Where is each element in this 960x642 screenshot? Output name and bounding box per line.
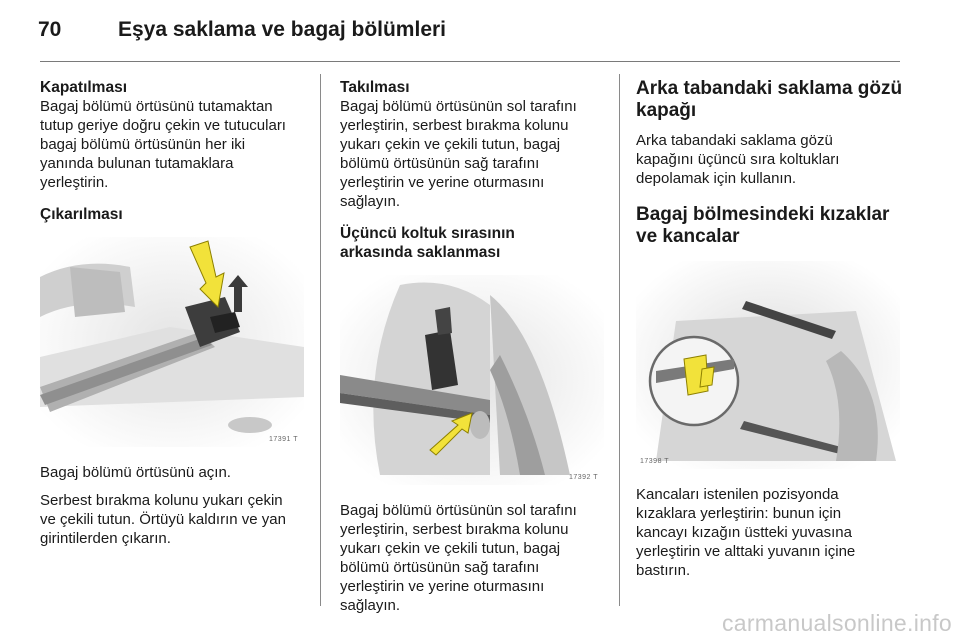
paragraph-attach <box>40 97 308 192</box>
line: girintilerden çıkarın. <box>40 530 171 547</box>
line: sağlayın. <box>340 597 401 614</box>
line: ve kancalar <box>636 226 740 247</box>
line: bölümü örtüsünün sağ tarafını <box>340 155 540 172</box>
line: yerleştirin ve alttaki yuvanın içine <box>636 543 856 560</box>
line: bastırın. <box>636 562 691 579</box>
column-divider-1 <box>320 74 321 606</box>
heading-store <box>340 224 608 262</box>
heading-remove: Çıkarılması <box>40 206 123 223</box>
line: yanında bulunan tutamaklara <box>40 155 234 172</box>
line: kapağı <box>636 100 697 121</box>
page-number: 70 <box>38 18 62 41</box>
paragraph-remove <box>40 491 308 548</box>
line: yerleştirin, serbest bırakma kolunu <box>340 117 569 134</box>
line: Serbest bırakma kolunu yukarı çekin <box>40 492 283 509</box>
paragraph-store <box>340 501 608 615</box>
heading-rails-hooks <box>636 204 904 248</box>
line: kancayı kızağın üstteki yuvasına <box>636 524 852 541</box>
line: bagaj bölümü örtüsünün her iki <box>40 136 246 153</box>
line: Üçüncü koltuk sırasının <box>340 225 515 242</box>
line: depolamak için kullanın. <box>636 170 797 187</box>
figure-code: 17398 T <box>640 458 670 465</box>
line: sağlayın. <box>340 193 401 210</box>
line: Arka tabandaki saklama gözü <box>636 78 903 99</box>
line: Kancaları istenilen pozisyonda <box>636 486 839 503</box>
line: yerleştirin ve yerine oturmasını <box>340 578 545 595</box>
paragraph-open: Bagaj bölümü örtüsünü açın. <box>40 464 231 481</box>
paragraph-floor-storage <box>636 131 904 188</box>
line: ve çekili tutun. Örtüyü kaldırın ve yan <box>40 511 286 528</box>
illustration-cover-storage <box>340 275 604 485</box>
line: yerleştirin. <box>40 174 109 191</box>
line: yerleştirin, serbest bırakma kolunu <box>340 521 569 538</box>
line: bölümü örtüsünün sağ tarafını <box>340 559 540 576</box>
column-divider-2 <box>619 74 620 606</box>
line: kapağını üçüncü sıra koltukları <box>636 151 840 168</box>
header-divider <box>40 61 900 62</box>
line: Bagaj bölümü örtüsünü tutamaktan <box>40 98 273 115</box>
column-3 <box>636 78 904 580</box>
illustration-cover-removal <box>40 237 304 447</box>
illustration-rails-hooks <box>636 261 900 469</box>
watermark: carmanualsonline.info <box>721 610 952 636</box>
line: kızaklara yerleştirin: bunun için <box>636 505 842 522</box>
column-2 <box>340 78 608 615</box>
page-title: Eşya saklama ve bagaj bölümleri <box>118 18 447 41</box>
heading-floor-storage <box>636 78 904 122</box>
column-1 <box>40 78 308 548</box>
line: yukarı çekin ve çekili tutun, bagaj <box>340 136 561 153</box>
page-header <box>0 0 960 70</box>
heading-install: Takılması <box>340 79 410 96</box>
line: Bagaj bölümü örtüsünün sol tarafını <box>340 502 577 519</box>
heading-attach: Kapatılması <box>40 79 128 96</box>
figure-code: 17392 T <box>568 474 598 481</box>
line: arkasında saklanması <box>340 244 501 261</box>
line: Bagaj bölmesindeki kızaklar <box>636 204 890 225</box>
line: Arka tabandaki saklama gözü <box>636 132 833 149</box>
paragraph-install <box>340 97 608 211</box>
figure-code: 17391 T <box>268 436 298 443</box>
paragraph-rails-hooks <box>636 485 904 580</box>
line: tutup geriye doğru çekin ve tutucuları <box>40 117 286 134</box>
line: yerleştirin ve yerine oturmasını <box>340 174 545 191</box>
line: yukarı çekin ve çekili tutun, bagaj <box>340 540 561 557</box>
line: Bagaj bölümü örtüsünün sol tarafını <box>340 98 577 115</box>
